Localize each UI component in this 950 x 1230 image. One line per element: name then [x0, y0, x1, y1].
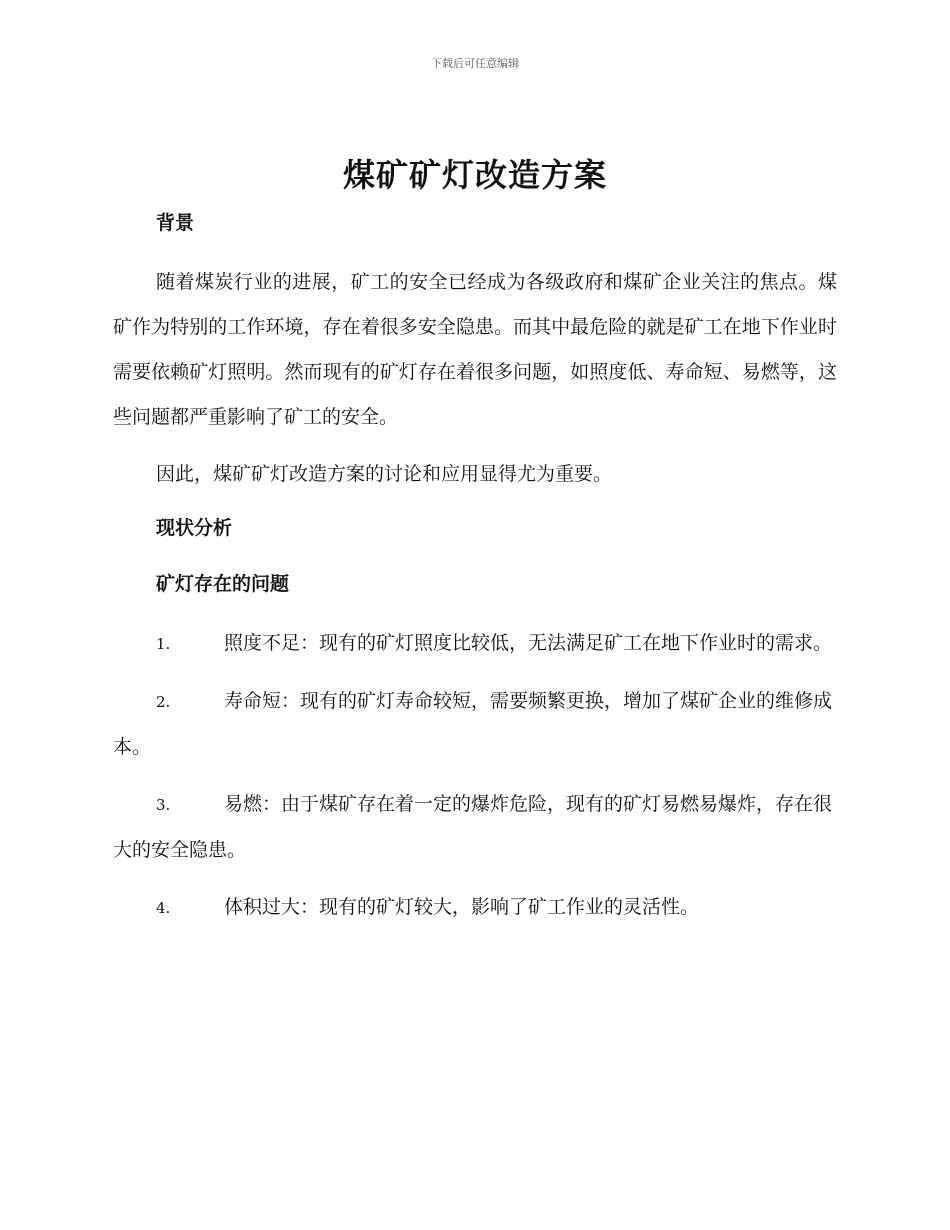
subsection-heading-problems: 矿灯存在的问题 — [156, 573, 290, 595]
paragraph: 因此，煤矿矿灯改造方案的讨论和应用显得尤为重要。 — [156, 463, 613, 485]
list-item-number: 4. — [156, 899, 171, 917]
list-item-number: 1. — [156, 635, 171, 653]
list-item — [113, 885, 837, 931]
paragraph: 随着煤炭行业的进展，矿工的安全已经成为各级政府和煤矿企业关注的焦点。煤矿作为特别的工作环境，存在着很多安全隐患。而其中最危险的就是矿工在地下作业时需要依赖矿灯照明。然而现有的矿灯存在着很多问题，如照度低、寿命短、易燃等，这些问题都严重影响了矿工的安全。 — [113, 271, 837, 428]
header-note: 下载后可任意编辑 — [431, 57, 519, 70]
list-item — [113, 782, 837, 873]
list-item-text: 体积过大：现有的矿灯较大，影响了矿工作业的灵活性。 — [224, 896, 700, 918]
section-heading-background: 背景 — [156, 212, 195, 234]
list-item-text: 照度不足：现有的矿灯照度比较低，无法满足矿工在地下作业时的需求。 — [224, 632, 833, 654]
list-item-text: 易燃：由于煤矿存在着一定的爆炸危险，现有的矿灯易燃易爆炸，存在很大的安全隐患。 — [113, 793, 833, 861]
document-title: 煤矿矿灯改造方案 — [342, 156, 607, 194]
list-item-text: 寿命短：现有的矿灯寿命较短，需要频繁更换，增加了煤矿企业的维修成本。 — [113, 690, 833, 758]
list-item-number: 2. — [156, 693, 171, 711]
list-item — [113, 679, 837, 770]
section-heading-status: 现状分析 — [156, 517, 233, 539]
list-item-number: 3. — [156, 796, 171, 814]
list-item — [113, 621, 837, 667]
document-body — [113, 204, 837, 943]
